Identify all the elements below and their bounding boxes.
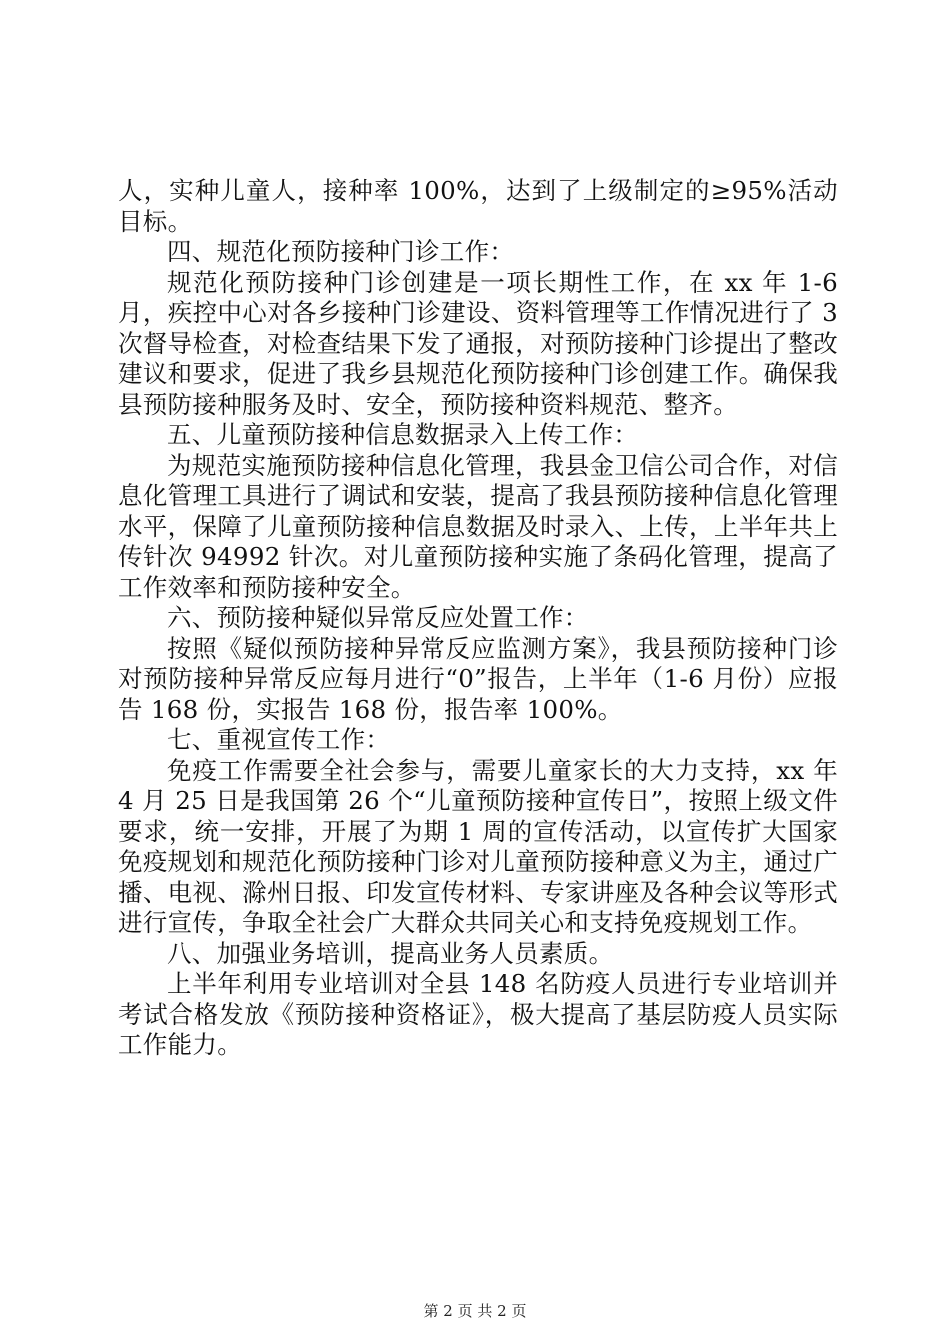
paragraph-section-5: 为规范实施预防接种信息化管理，我县金卫信公司合作，对信息化管理工具进行了调试和安装，提高了我县预防接种信息化管理水平，保障了儿童预防接种信息数据及时录入、上传，上半年共上传针次 94992 针次。对儿童预防接种实施了条码化管理，提高了工作效率和预防接种安全。 (118, 450, 838, 602)
paragraph-intro-tail: 人，实种儿童人，接种率 100%，达到了上级制定的≥95%活动目标。 (118, 176, 838, 236)
section-heading-6: 六、预防接种疑似异常反应处置工作： (167, 603, 589, 632)
page-number-footer: 第 2 页 共 2 页 (423, 1302, 527, 1320)
section-heading-5: 五、儿童预防接种信息数据录入上传工作： (167, 420, 639, 449)
section-heading-7: 七、重视宣传工作： (167, 725, 391, 754)
paragraph-section-8: 上半年利用专业培训对全县 148 名防疫人员进行专业培训并考试合格发放《预防接种资格证》，极大提高了基层防疫人员实际工作能力。 (118, 969, 838, 1059)
paragraph-section-6: 按照《疑似预防接种异常反应监测方案》，我县预防接种门诊对预防接种异常反应每月进行“0”报告，上半年（1-6 月份）应报告 168 份，实报告 168 份，报告率 100%。 (118, 633, 838, 724)
document-body (118, 176, 838, 1061)
paragraph-section-4: 规范化预防接种门诊创建是一项长期性工作，在 xx 年 1-6 月，疾控中心对各乡接种门诊建设、资料管理等工作情况进行了 3 次督导检查，对检查结果下发了通报，对预防接种门诊提出了整改建议和要求，促进了我乡县规范化预防接种门诊创建工作。确保我县预防接种服务及时、安全，预防接种资料规范、整齐。 (118, 267, 838, 419)
paragraph-section-7: 免疫工作需要全社会参与，需要儿童家长的大力支持，xx 年 4 月 25 日是我国第 26 个“儿童预防接种宣传日”，按照上级文件要求，统一安排，开展了为期 1 周的宣传活动，以宣传扩大国家免疫规划和规范化预防接种门诊对儿童预防接种意义为主，通过广播、电视、滁州日报、印发宣传材料、专家讲座及各种会议等形式进行宣传，争取全社会广大群众共同关心和支持免疫规划工作。 (118, 755, 838, 937)
section-heading-4: 四、规范化预防接种门诊工作： (167, 237, 515, 266)
section-heading-8: 八、加强业务培训，提高业务人员素质。 (167, 938, 614, 968)
